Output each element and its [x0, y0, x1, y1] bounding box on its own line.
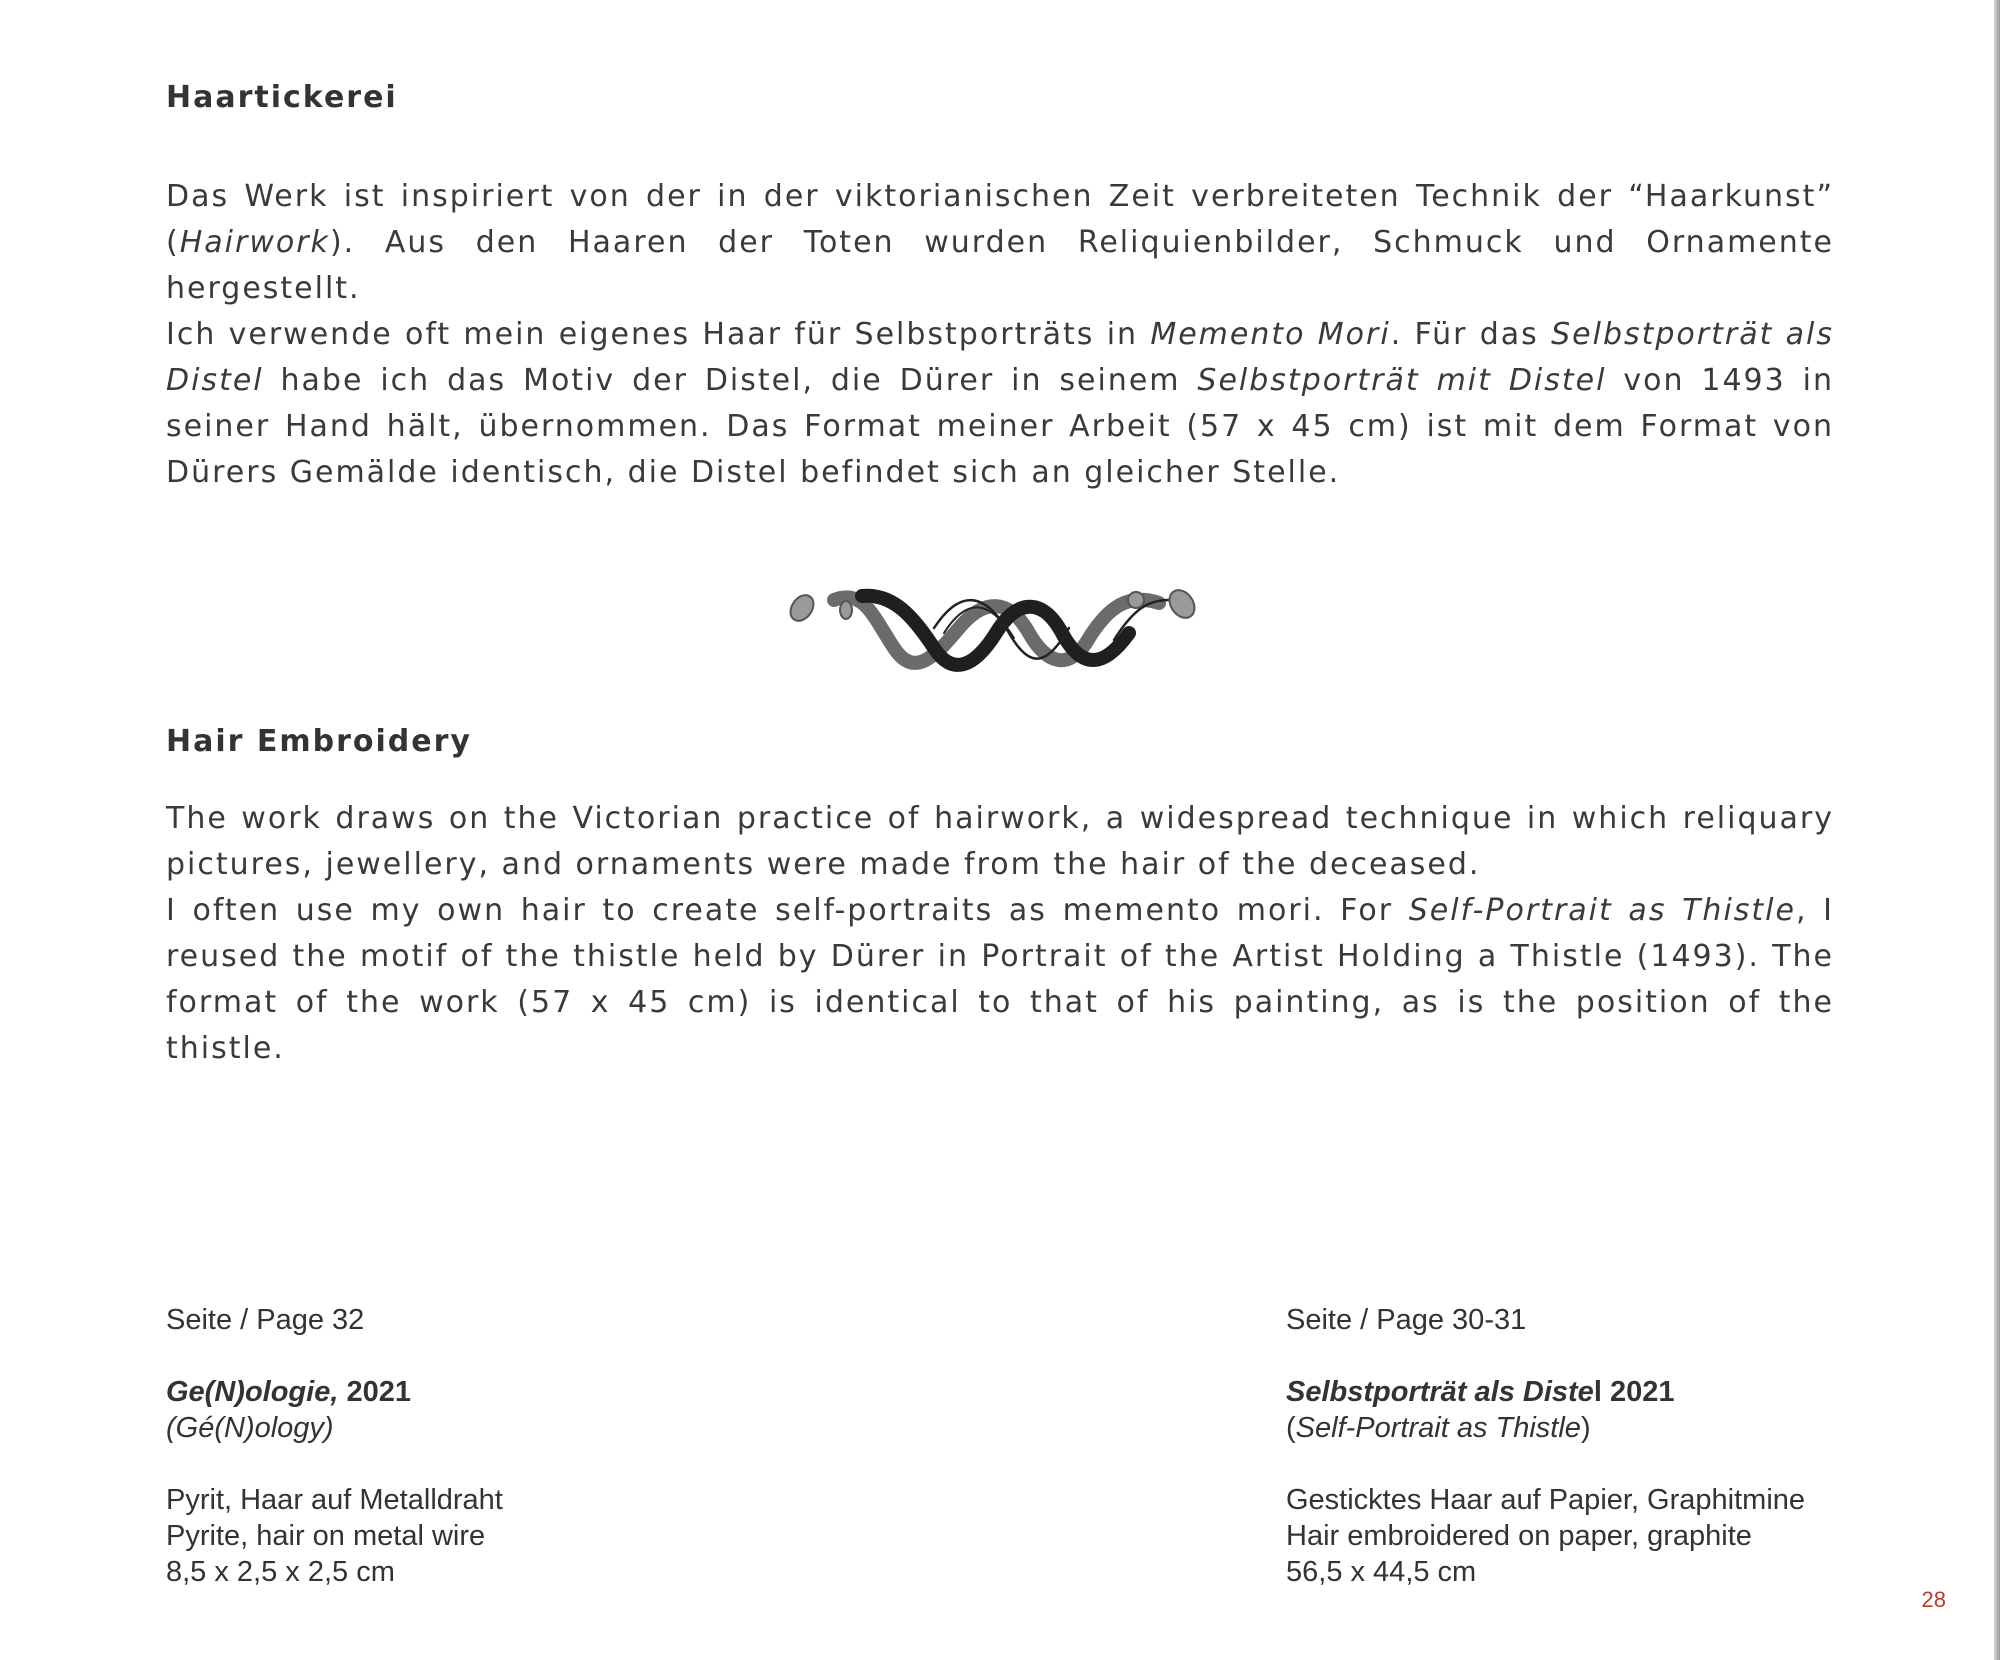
text-span: Das Werk ist inspiriert von der in der viktorianischen Zeit verbreiteten Technik der “Haarkunst” (	[166, 179, 1834, 260]
text-span: ). Aus den Haaren der Toten wurden Reliquienbilder, Schmuck und Ornamente hergestellt.	[166, 225, 1834, 306]
page-number: 28	[1921, 1587, 1946, 1612]
dimensions: 8,5 x 2,5 x 2,5 cm	[166, 1556, 395, 1588]
text-span: I often use my own hair to create self-portraits as memento mori. For	[166, 893, 1409, 928]
work-title-italic: Ge(N)ologie,	[166, 1376, 339, 1408]
page-reference: Seite / Page 30-31	[1286, 1304, 1527, 1336]
paragraph-english-2	[166, 888, 1834, 1072]
text-span: von 1493 in seiner Hand hält, übernommen. Das Format meiner Arbeit (57 x 45 cm) ist mit dem Format von Dürers Gemälde identisch, die Distel befindet sich an gleicher Stelle.	[166, 363, 1834, 490]
material-english: Hair embroidered on paper, graphite	[1286, 1520, 1752, 1552]
emphasis-memento-mori: Memento Mori	[1150, 317, 1391, 352]
emphasis-work-title: Self-Portrait as Thistle	[1408, 893, 1796, 928]
work-subtitle: (Gé(N)ology)	[166, 1412, 334, 1444]
paragraph-german-2	[166, 312, 1834, 496]
emphasis-durer-title: Selbstporträt mit Distel	[1197, 363, 1607, 398]
caption-right	[1286, 1302, 1805, 1590]
work-title	[166, 1374, 503, 1410]
text-span: . Für das	[1390, 317, 1552, 352]
section-title-english: Hair Embroidery	[166, 724, 472, 759]
spacer	[1286, 1338, 1805, 1374]
work-subtitle	[1286, 1410, 1805, 1446]
paren-close: )	[1580, 1412, 1591, 1444]
work-title-italic: Selbstporträt als Diste	[1286, 1376, 1594, 1408]
material-german: Gesticktes Haar auf Papier, Graphitmine	[1286, 1484, 1806, 1516]
work-subtitle-italic: Self-Portrait as Thistle	[1295, 1412, 1581, 1444]
caption-left	[166, 1302, 503, 1590]
body-text-german	[166, 174, 1834, 496]
paragraph-german-1	[166, 174, 1834, 312]
spacer	[166, 1446, 503, 1482]
text-span: habe ich das Motiv der Distel, die Dürer in seinem	[263, 363, 1198, 398]
paragraph-english-1	[166, 796, 1834, 888]
work-title	[1286, 1374, 1805, 1410]
page-reference: Seite / Page 32	[166, 1304, 365, 1336]
work-year: l 2021	[1593, 1376, 1675, 1408]
body-text-english	[166, 796, 1834, 1072]
material-english: Pyrite, hair on metal wire	[166, 1520, 486, 1552]
double-helix-hair-ornament-icon	[784, 578, 1204, 678]
spacer	[1286, 1446, 1805, 1482]
text-span: Ich verwende oft mein eigenes Haar für Selbstporträts in	[166, 317, 1151, 352]
section-title-german: Haartickerei	[166, 80, 398, 115]
text-span: The work draws on the Victorian practice of hairwork, a widespread technique in which reliquary pictures, jewellery, and ornaments were made from the hair of the deceased.	[166, 801, 1834, 882]
text-span: , I reused the motif of the thistle held by Dürer in Portrait of the Artist Holding a Thistle (1493). The format of the work (57 x 45 cm) is identical to that of his painting, as is the position of the thistle.	[166, 893, 1835, 1066]
emphasis-hairwork: Hairwork	[179, 225, 330, 260]
work-year: 2021	[338, 1376, 411, 1408]
spacer	[166, 1338, 503, 1374]
page-edge-shadow	[1994, 0, 2000, 1660]
emphasis-work-title: Selbstporträt als Distel	[166, 317, 1834, 398]
paren-open: (	[1286, 1412, 1296, 1444]
dimensions: 56,5 x 44,5 cm	[1286, 1556, 1477, 1588]
material-german: Pyrit, Haar auf Metalldraht	[166, 1484, 503, 1516]
